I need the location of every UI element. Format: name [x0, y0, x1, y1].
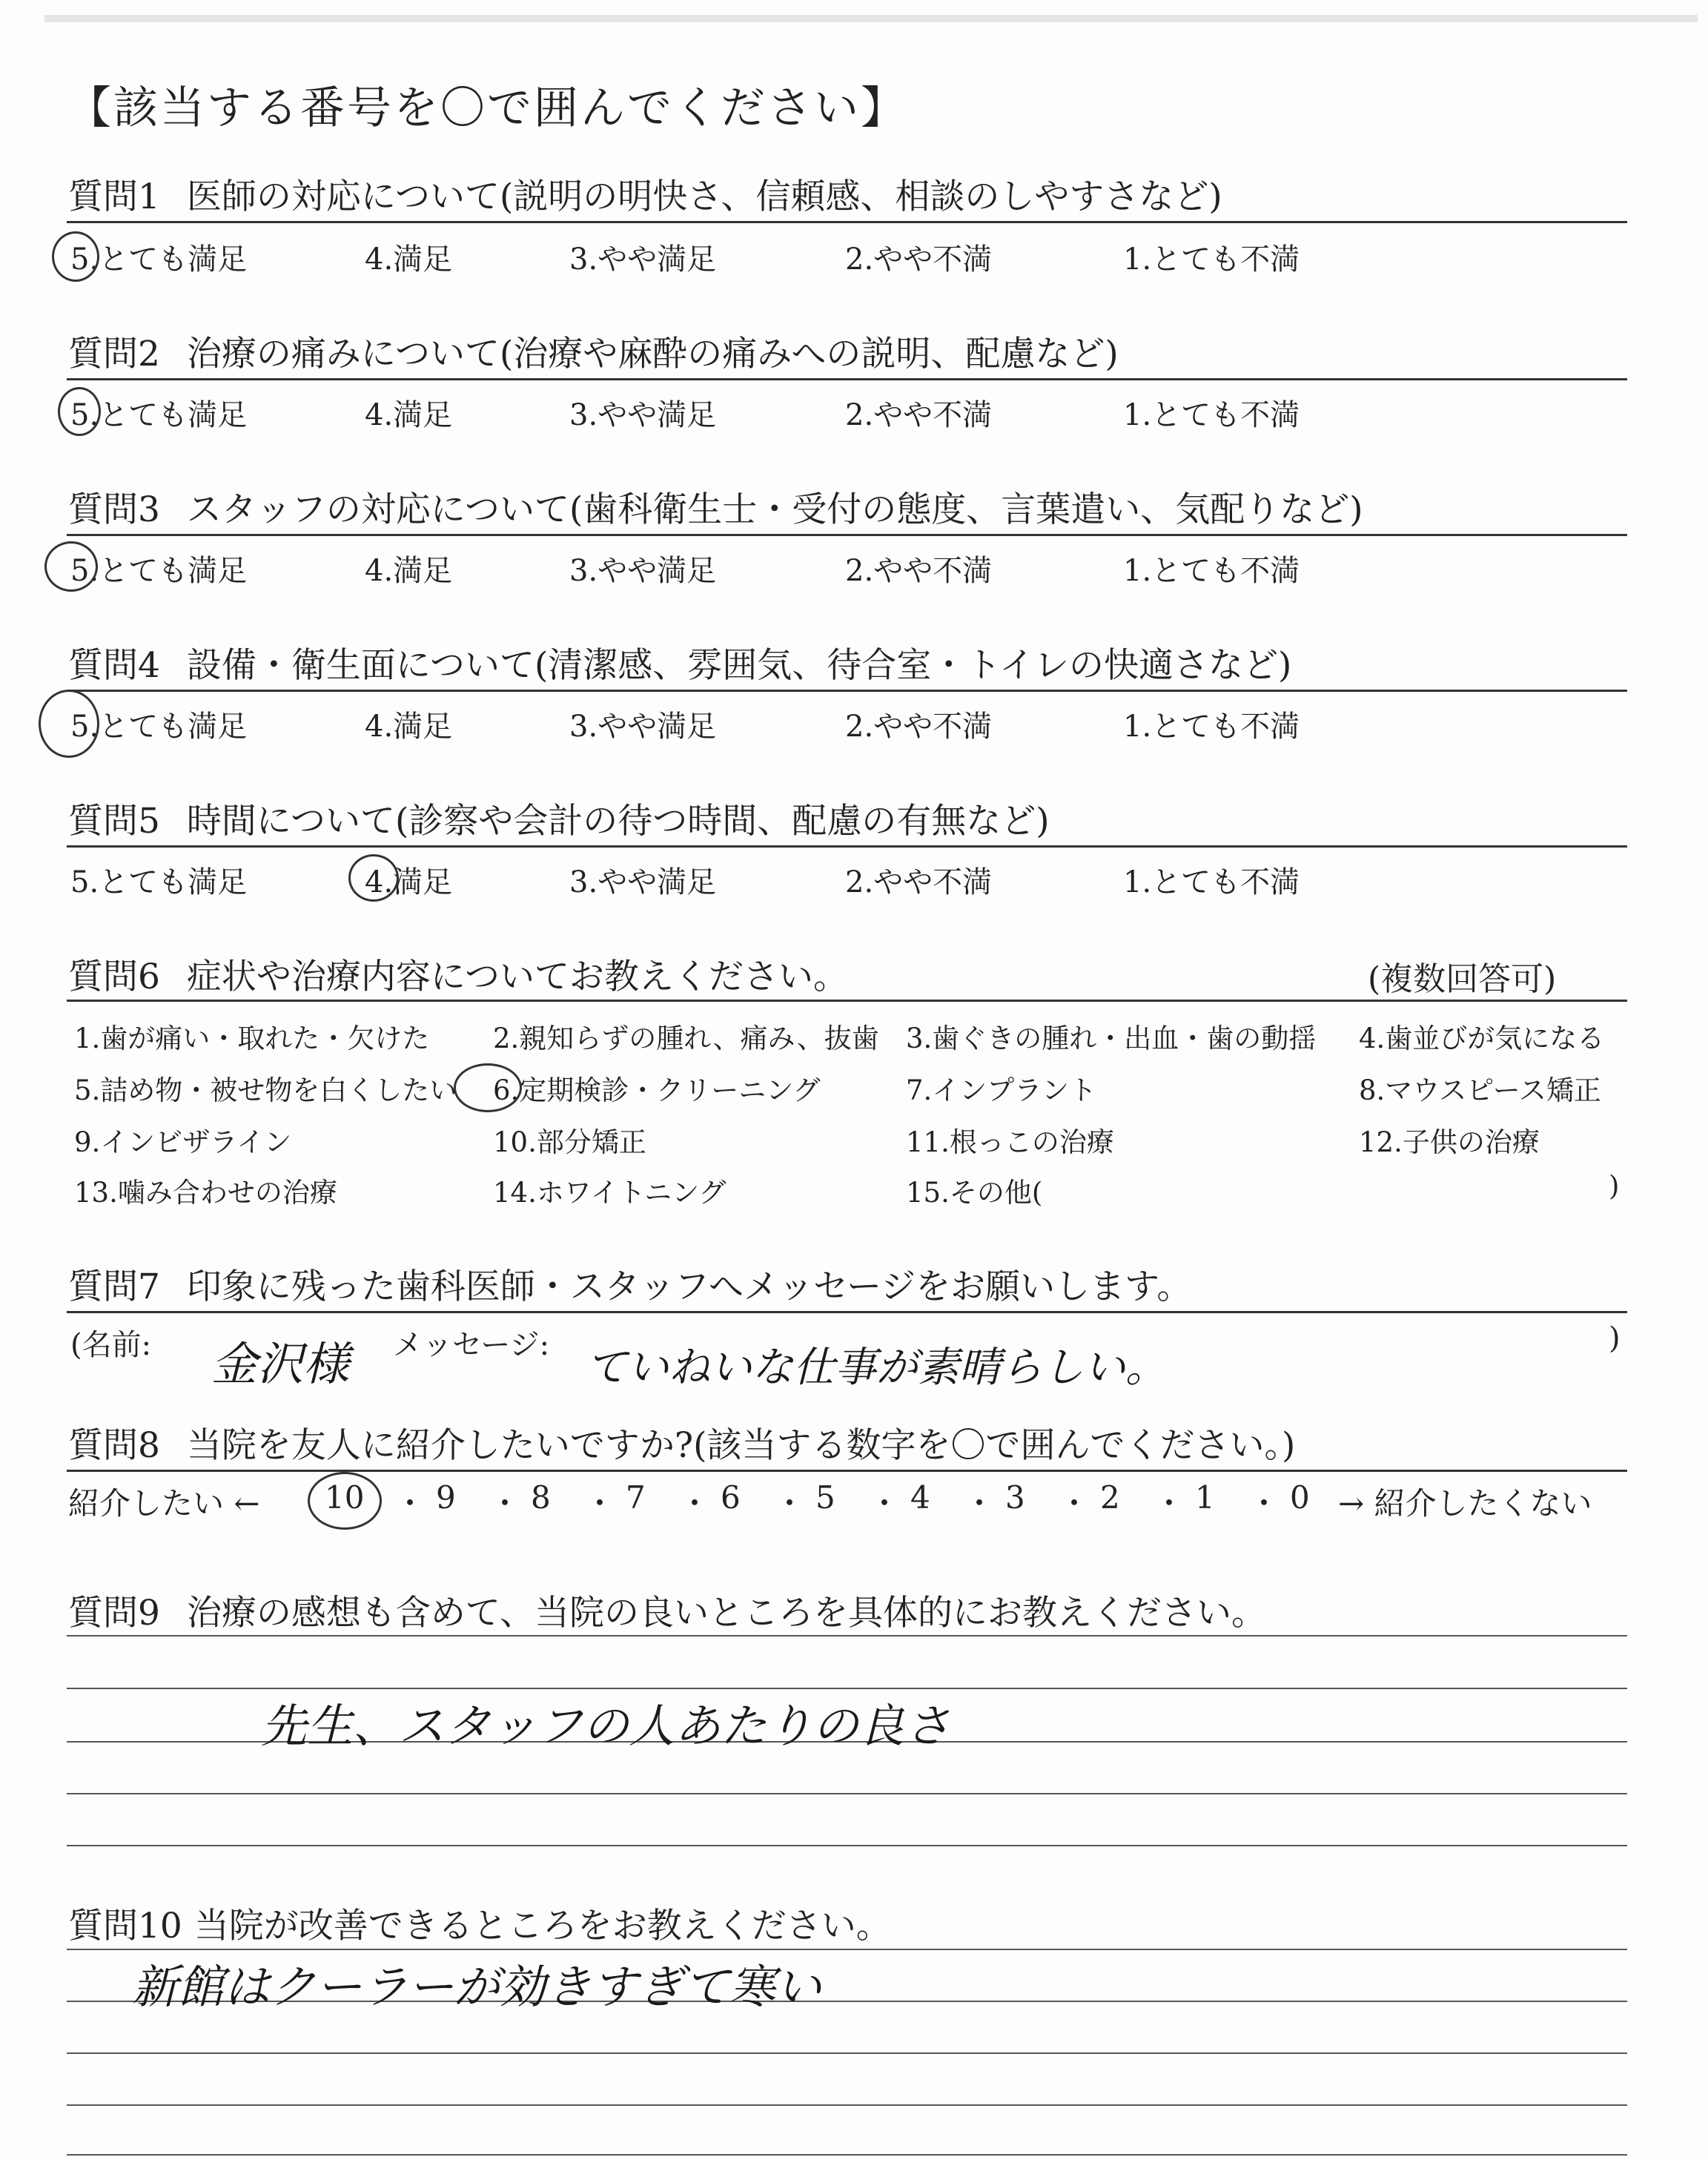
q5-option-3[interactable]: 3.やや満足: [569, 865, 717, 899]
q3-option-1[interactable]: 1.とても不満: [1123, 554, 1300, 588]
scale-5[interactable]: 5: [815, 1479, 835, 1516]
q4-option-4[interactable]: 4.満足: [365, 710, 453, 744]
q1-option-1[interactable]: 1.とても不満: [1123, 242, 1300, 277]
question-10-heading: [68, 1898, 891, 1948]
q3-option-3[interactable]: 3.やや満足: [569, 554, 717, 588]
scale-1[interactable]: 1: [1195, 1479, 1215, 1516]
scale-dot: ・: [774, 1485, 806, 1522]
q4-option-2[interactable]: 2.やや不満: [845, 710, 993, 744]
q5-option-1[interactable]: 1.とても不満: [1123, 865, 1300, 899]
handwritten-message: ていねいな仕事が素晴らしい。: [586, 1344, 1167, 1392]
q7-close: ): [1609, 1321, 1621, 1355]
selection-circle: [308, 1472, 382, 1530]
question-number: 質問3: [68, 489, 160, 530]
scale-3[interactable]: 3: [1005, 1479, 1025, 1516]
question-number: 質問5: [68, 801, 160, 842]
answer-line: [67, 1793, 1627, 1794]
question-7-heading: [68, 1259, 1191, 1309]
question-number: 質問10: [68, 1906, 182, 1946]
q5-option-4[interactable]: 4.満足: [365, 865, 453, 899]
q3-option-5[interactable]: 5.とても満足: [70, 554, 248, 588]
question-2-heading: [68, 326, 1119, 376]
q4-option-1[interactable]: 1.とても不満: [1123, 710, 1300, 744]
question-5-heading: [68, 793, 1050, 843]
form-title: 【該当する番号を〇で囲んでください】: [67, 82, 907, 134]
q2-option-4[interactable]: 4.満足: [365, 398, 453, 432]
message-label: メッセージ:: [393, 1328, 550, 1362]
q2-option-3[interactable]: 3.やや満足: [569, 398, 717, 432]
question-number: 質問9: [68, 1593, 160, 1634]
scale-dot: ・: [1059, 1485, 1090, 1522]
q6-option-1[interactable]: 1.歯が痛い・取れた・欠けた: [74, 1023, 430, 1054]
scale-6[interactable]: 6: [721, 1479, 741, 1516]
scale-dot: ・: [869, 1485, 901, 1522]
scale-10[interactable]: 10: [325, 1479, 365, 1516]
question-9-heading: [68, 1585, 1266, 1635]
question-text: 医師の対応について(説明の明快さ、信頼感、相談のしやすさなど): [186, 176, 1222, 217]
name-label: (名前:: [70, 1328, 152, 1362]
question-text: スタッフの対応について(歯科衛生士・受付の態度、言葉遣い、気配りなど): [186, 489, 1363, 530]
question-rule: [67, 221, 1627, 223]
handwritten-improvement: 新館はクーラーが効きすぎて寒い: [132, 1960, 822, 2014]
q2-option-1[interactable]: 1.とても不満: [1123, 398, 1300, 432]
question-text: 当院を友人に紹介したいですか?(該当する数字を〇で囲んでください。): [186, 1425, 1296, 1466]
q6-option-6[interactable]: 6.定期検診・クリーニング: [493, 1074, 821, 1106]
question-text: 印象に残った歯科医師・スタッフへメッセージをお願いします。: [186, 1266, 1192, 1307]
q6-option-2[interactable]: 2.親知らずの腫れ、痛み、抜歯: [493, 1023, 879, 1054]
q6-option-8[interactable]: 8.マウスピース矯正: [1359, 1074, 1601, 1106]
question-6-heading: [68, 949, 848, 999]
scale-dot: ・: [679, 1485, 711, 1522]
question-number: 質問2: [68, 334, 160, 374]
answer-line: [67, 2154, 1627, 2156]
q4-option-5[interactable]: 5.とても満足: [70, 710, 248, 744]
question-rule: [67, 1470, 1627, 1472]
q6-option-10[interactable]: 10.部分矯正: [493, 1126, 646, 1158]
q4-option-3[interactable]: 3.やや満足: [569, 710, 717, 744]
question-rule: [67, 845, 1627, 848]
q6-option-9[interactable]: 9.インビザライン: [74, 1126, 292, 1158]
q5-option-2[interactable]: 2.やや不満: [845, 865, 993, 899]
recommend-left-label: 紹介したい ←: [68, 1485, 260, 1522]
q6-option-14[interactable]: 14.ホワイトニング: [493, 1177, 726, 1209]
scale-2[interactable]: 2: [1100, 1479, 1120, 1516]
handwritten-name: 金沢様: [211, 1337, 350, 1391]
question-4-heading: [68, 638, 1291, 687]
question-text: 治療の痛みについて(治療や麻酔の痛みへの説明、配慮など): [186, 334, 1119, 374]
scale-8[interactable]: 8: [531, 1479, 551, 1516]
q6-option-13[interactable]: 13.噛み合わせの治療: [74, 1177, 337, 1209]
q6-option-3[interactable]: 3.歯ぐきの腫れ・出血・歯の動揺: [906, 1023, 1317, 1054]
scale-dot: ・: [394, 1485, 426, 1522]
selection-circle: [454, 1063, 522, 1112]
selection-circle: [44, 541, 98, 592]
q6-option-4[interactable]: 4.歯並びが気になる: [1359, 1023, 1605, 1054]
scale-9[interactable]: 9: [436, 1479, 456, 1516]
scale-7[interactable]: 7: [626, 1479, 646, 1516]
q6-option-5[interactable]: 5.詰め物・被せ物を白くしたい: [74, 1074, 457, 1106]
question-rule: [67, 1311, 1627, 1313]
answer-line: [67, 2052, 1627, 2054]
handwritten-good-points: 先生、スタッフの人あたりの良さ: [261, 1699, 951, 1753]
question-text: 当院が改善できるところをお教えください。: [193, 1906, 891, 1946]
question-rule: [67, 690, 1627, 692]
scan-top-edge: [44, 15, 1698, 22]
q6-other-close: ): [1609, 1170, 1620, 1202]
question-number: 質問7: [68, 1266, 160, 1307]
q2-option-5[interactable]: 5.とても満足: [70, 398, 248, 432]
question-number: 質問4: [68, 645, 160, 686]
question-text: 時間について(診察や会計の待つ時間、配慮の有無など): [186, 801, 1050, 842]
question-text: 設備・衛生面について(清潔感、雰囲気、待合室・トイレの快適さなど): [186, 645, 1292, 686]
recommend-right-label: → 紹介したくない: [1338, 1485, 1592, 1522]
scale-dot: ・: [584, 1485, 616, 1522]
question-8-heading: [68, 1418, 1295, 1467]
q6-option-7[interactable]: 7.インプラント: [906, 1074, 1097, 1106]
question-number: 質問6: [68, 957, 160, 997]
q6-option-12[interactable]: 12.子供の治療: [1359, 1126, 1540, 1158]
q3-option-2[interactable]: 2.やや不満: [845, 554, 993, 588]
question-3-heading: [68, 482, 1363, 532]
scale-dot: ・: [489, 1485, 521, 1522]
q6-option-11[interactable]: 11.根っこの治療: [906, 1126, 1114, 1158]
scale-dot: ・: [1153, 1485, 1185, 1522]
question-rule: [67, 378, 1627, 380]
question-text: 治療の感想も含めて、当院の良いところを具体的にお教えください。: [186, 1593, 1266, 1634]
answer-line: [67, 1845, 1627, 1846]
question-rule: [67, 1000, 1627, 1002]
q1-option-5[interactable]: 5.とても満足: [70, 242, 248, 277]
selection-circle: [39, 690, 99, 758]
selection-circle: [58, 387, 101, 436]
q5-option-5[interactable]: 5.とても満足: [70, 865, 248, 899]
multiple-answer-note: (複数回答可): [1368, 960, 1557, 998]
question-text: 症状や治療内容についてお教えください。: [186, 957, 848, 997]
question-1-heading: [68, 169, 1222, 219]
selection-circle: [348, 854, 399, 902]
scale-dot: ・: [1248, 1485, 1280, 1522]
question-number: 質問1: [68, 176, 160, 217]
q6-option-15[interactable]: 15.その他(: [906, 1177, 1043, 1209]
scale-0[interactable]: 0: [1290, 1479, 1310, 1516]
q2-option-2[interactable]: 2.やや不満: [845, 398, 993, 432]
q1-option-4[interactable]: 4.満足: [365, 242, 453, 277]
answer-line: [67, 1635, 1627, 1636]
q1-option-3[interactable]: 3.やや満足: [569, 242, 717, 277]
answer-line: [67, 2104, 1627, 2106]
q1-option-2[interactable]: 2.やや不満: [845, 242, 993, 277]
question-number: 質問8: [68, 1425, 160, 1466]
selection-circle: [52, 231, 99, 282]
question-rule: [67, 534, 1627, 536]
scale-4[interactable]: 4: [910, 1479, 930, 1516]
scale-dot: ・: [964, 1485, 996, 1522]
q3-option-4[interactable]: 4.満足: [365, 554, 453, 588]
